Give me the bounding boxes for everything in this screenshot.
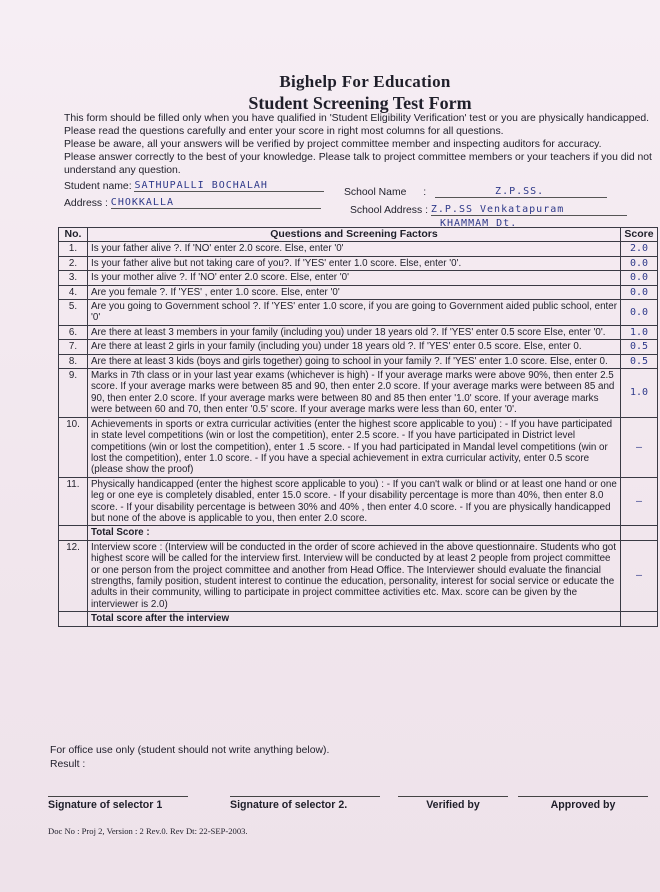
selector1-signature: Signature of selector 1	[48, 796, 188, 811]
score-cell[interactable]: 0.5	[621, 340, 658, 354]
row-number: 6.	[59, 325, 88, 339]
instruction-paragraph: Please be aware, all your answers will be verified by project committee member and inspecting auditors for accuracy.	[64, 139, 602, 150]
score-cell[interactable]: 0.0	[621, 271, 658, 285]
school-address-label: School Address	[350, 205, 423, 216]
total-score-row	[59, 526, 658, 540]
score-cell[interactable]: 0.5	[621, 354, 658, 368]
address-value: CHOKKALLA	[110, 197, 174, 208]
col-score-header: Score	[621, 228, 658, 242]
score-cell[interactable]: —	[621, 540, 658, 611]
score-cell[interactable]: 0.0	[621, 285, 658, 299]
question-text: Are you going to Government school ?. If 'YES' enter 1.0 score, if you are going to Government aided public school, enter '0'	[88, 300, 621, 326]
question-text: Are there at least 3 kids (boys and girls together) going to school in your family ?. If 'YES' enter 1.0 score. Else, enter 0.	[88, 354, 621, 368]
score-cell[interactable]: 1.0	[621, 325, 658, 339]
school-address-field[interactable]	[431, 204, 627, 216]
score-cell[interactable]: —	[621, 417, 658, 477]
screening-table	[58, 227, 658, 627]
row-number: 2.	[59, 256, 88, 270]
document-footer: Doc No : Proj 2, Version : 2 Rev.0. Rev Dt: 22-SEP-2003.	[48, 826, 248, 836]
total-score-cell[interactable]	[621, 526, 658, 540]
table-header-row	[59, 228, 658, 242]
row-number: 9.	[59, 369, 88, 418]
table-row	[59, 271, 658, 285]
table-row	[59, 242, 658, 256]
address-label: Address	[64, 198, 103, 209]
question-text: Is your father alive ?. If 'NO' enter 2.0 score. Else, enter '0'	[88, 242, 621, 256]
question-text: Marks in 7th class or in your last year exams (whichever is high) - If your average marks were above 90%, then enter 2.5 score. If your average marks were between 85 and 90, then enter 2.0 score. If your average marks were between 85 and 90, then enter 2.0 score. If your average marks were between 80 and 85 then enter '1.0' score. If your average marks were between 60 and 70, then enter '0.5' score. If your average marks were less than 60, enter '0'.	[88, 369, 621, 418]
table-row	[59, 540, 658, 611]
student-name-value: SATHUPALLI BOCHALAH	[134, 180, 268, 191]
score-cell[interactable]: —	[621, 477, 658, 526]
school-name-value: Z.P.SS.	[495, 186, 545, 197]
row-number: 5.	[59, 300, 88, 326]
school-name-field[interactable]	[435, 186, 607, 198]
row-number: 11.	[59, 477, 88, 526]
col-no-header: No.	[59, 228, 88, 242]
table-row	[59, 369, 658, 418]
approved-by-signature: Approved by	[518, 796, 648, 811]
question-text: Physically handicapped (enter the highest score applicable to you) : - If you can't walk or blind or at least one hand or one leg or one eye is completely disabled, enter 15.0 score. - If your disability percentage is more than 40%, then enter 8.0 score. - If your disability percentage is between 30% and 40% , then enter 4.0 score. - If you are physically handicapped but none of the above is applicable to you, then enter 2.0 score.	[88, 477, 621, 526]
table-row	[59, 285, 658, 299]
school-address-row: School Address : Z.P.SS Venkatapuram	[350, 204, 627, 216]
row-number: 8.	[59, 354, 88, 368]
office-use-section	[50, 744, 329, 772]
score-cell[interactable]: 1.0	[621, 369, 658, 418]
question-text: Are there at least 3 members in your family (including you) under 18 years old ?. If 'YES' enter 0.5 score Else, enter '0'.	[88, 325, 621, 339]
row-number: 4.	[59, 285, 88, 299]
instruction-paragraph: This form should be filled only when you have qualified in 'Student Eligibility Verification' test or you are physically handicapped. Please read the questions carefully and enter your score in right most columns for all questions.	[64, 113, 650, 137]
total-score-label: Total Score :	[88, 526, 621, 540]
table-row	[59, 300, 658, 326]
row-number: 1.	[59, 242, 88, 256]
school-address-value-2: KHAMMAM Dt.	[440, 218, 518, 229]
total-after-interview-row	[59, 612, 658, 626]
table-row	[59, 417, 658, 477]
selector2-signature: Signature of selector 2.	[230, 796, 380, 811]
school-name-label: School Name	[344, 187, 407, 198]
total-after-interview-cell[interactable]	[621, 612, 658, 626]
form-title: Bighelp For Education	[279, 72, 451, 91]
student-name-label: Student name:	[64, 181, 132, 192]
form-subtitle: Student Screening Test Form	[248, 93, 472, 113]
row-number: 12.	[59, 540, 88, 611]
question-text: Are you female ?. If 'YES' , enter 1.0 score. Else, enter '0'	[88, 285, 621, 299]
table-row	[59, 340, 658, 354]
score-cell[interactable]: 0.0	[621, 300, 658, 326]
row-number: 3.	[59, 271, 88, 285]
table-row	[59, 325, 658, 339]
student-name-row	[64, 180, 324, 192]
question-text: Interview score : (Interview will be conducted in the order of score achieved in the above questionnaire. Students who got highest score will be called for the interview first. Interview will be conducted by at least 2 people from project committee or one person from the project committee and another from Head Office. The Interviewer should evaluate the financial strengths, family position, student interest to continue the education, personality, interest for social service or educate the adults in their community, willing to participate in project committee activities etc. Max. score can be given by the interviewer is 2.0)	[88, 540, 621, 611]
total-after-interview-label: Total score after the interview	[88, 612, 621, 626]
row-number: 10.	[59, 417, 88, 477]
address-field[interactable]	[111, 197, 321, 209]
office-use-note: For office use only (student should not write anything below).	[50, 745, 330, 756]
row-number: 7.	[59, 340, 88, 354]
score-cell[interactable]: 2.0	[621, 242, 658, 256]
question-text: Achievements in sports or extra curricular activities (enter the highest score applicable to you) : - If you have participated in state level competitions (win or lost the competition), enter 2.5 score. - If you have participated in District level competitions (win or lost the competition), enter 1 .5 score. - If you had participated in Mandal level competitions (win or lost the competition), enter 1.0 score. - If you have a special achievement in extra curricular activity, enter 0.5 score (please show the proof)	[88, 417, 621, 477]
score-cell[interactable]: 0.0	[621, 256, 658, 270]
question-text: Is your father alive but not taking care of you?. If 'YES' enter 1.0 score. Else, enter '0'.	[88, 256, 621, 270]
address-row: Address : CHOKKALLA	[64, 197, 321, 209]
table-row	[59, 256, 658, 270]
verified-by-signature: Verified by	[398, 796, 508, 811]
question-text: Are there at least 2 girls in your family (including you) under 18 years old ?. If 'YES' enter 0.5 score. Else, enter 0.	[88, 340, 621, 354]
school-address-value: Z.P.SS Venkatapuram	[430, 204, 565, 215]
result-label: Result :	[50, 759, 86, 770]
col-questions-header: Questions and Screening Factors	[88, 228, 621, 242]
table-row	[59, 477, 658, 526]
instruction-paragraph: Please answer correctly to the best of your knowledge. Please talk to project committee members or your teachers if you did not understand any question.	[64, 152, 652, 176]
school-name-row: School Name : Z.P.SS.	[344, 186, 607, 198]
question-text: Is your mother alive ?. If 'NO' enter 2.0 score. Else, enter '0'	[88, 271, 621, 285]
student-name-field[interactable]	[134, 180, 324, 192]
instructions	[64, 112, 660, 177]
table-row	[59, 354, 658, 368]
